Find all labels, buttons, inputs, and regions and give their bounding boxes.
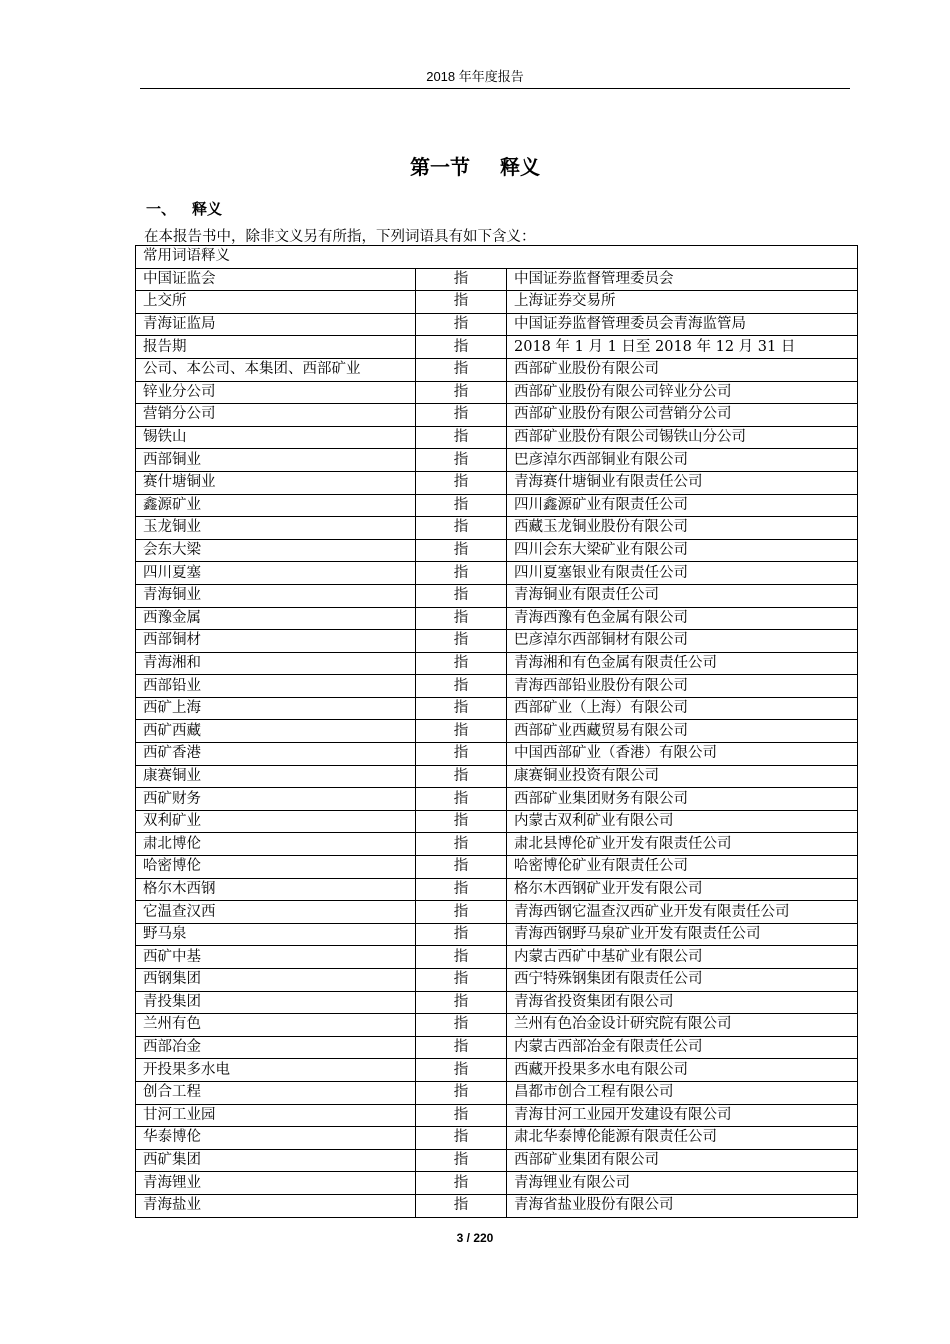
term-cell: 康赛铜业 [136,765,416,788]
term-cell: 营销分公司 [136,404,416,427]
meaning-cell: 青海省盐业股份有限公司 [507,1194,858,1217]
meaning-cell: 西部矿业集团财务有限公司 [507,788,858,811]
table-row [136,494,858,517]
relation-cell: 指 [416,788,507,811]
meaning-cell: 青海锂业有限公司 [507,1172,858,1195]
table-row [136,336,858,359]
meaning-cell: 中国西部矿业（香港）有限公司 [507,743,858,766]
term-cell: 格尔木西钢 [136,878,416,901]
table-row [136,517,858,540]
relation-cell: 指 [416,878,507,901]
relation-cell: 指 [416,1014,507,1037]
relation-cell: 指 [416,630,507,653]
term-cell: 青海锂业 [136,1172,416,1195]
table-row [136,358,858,381]
meaning-cell: 西宁特殊钢集团有限责任公司 [507,969,858,992]
meaning-cell: 内蒙古西部冶金有限责任公司 [507,1036,858,1059]
relation-cell: 指 [416,404,507,427]
relation-cell: 指 [416,743,507,766]
relation-cell: 指 [416,584,507,607]
term-cell: 中国证监会 [136,268,416,291]
sub-heading [146,198,222,219]
relation-cell: 指 [416,539,507,562]
relation-cell: 指 [416,765,507,788]
table-row [136,313,858,336]
meaning-cell: 西部矿业股份有限公司锌业分公司 [507,381,858,404]
meaning-cell: 格尔木西钢矿业开发有限公司 [507,878,858,901]
term-cell: 青海铜业 [136,584,416,607]
relation-cell: 指 [416,833,507,856]
intro-text: 在本报告书中，除非文义另有所指，下列词语具有如下含义： [144,229,536,245]
term-cell: 它温查汉西 [136,901,416,924]
table-row [136,539,858,562]
term-cell: 上交所 [136,291,416,314]
term-cell: 兰州有色 [136,1014,416,1037]
meaning-cell: 西部矿业股份有限公司营销分公司 [507,404,858,427]
term-cell: 双利矿业 [136,810,416,833]
term-cell: 西矿中基 [136,946,416,969]
term-cell: 开投果多水电 [136,1059,416,1082]
table-row [136,449,858,472]
meaning-cell: 四川夏塞银业有限责任公司 [507,562,858,585]
table-row [136,426,858,449]
term-cell: 青海盐业 [136,1194,416,1217]
relation-cell: 指 [416,313,507,336]
table-row [136,810,858,833]
term-cell: 西矿香港 [136,743,416,766]
sub-heading-title: 释义 [192,200,223,218]
term-cell: 西矿财务 [136,788,416,811]
table-row [136,607,858,630]
table-row [136,1127,858,1150]
meaning-cell: 西藏开投果多水电有限公司 [507,1059,858,1082]
meaning-cell: 昌都市创合工程有限公司 [507,1081,858,1104]
term-cell: 西矿上海 [136,697,416,720]
table-row [136,471,858,494]
term-cell: 西豫金属 [136,607,416,630]
meaning-cell: 中国证券监督管理委员会 [507,268,858,291]
term-cell: 公司、本公司、本集团、西部矿业 [136,358,416,381]
meaning-cell: 西部矿业西藏贸易有限公司 [507,720,858,743]
relation-cell: 指 [416,991,507,1014]
relation-cell: 指 [416,901,507,924]
relation-cell: 指 [416,1127,507,1150]
table-row [136,946,858,969]
meaning-cell: 青海省投资集团有限公司 [507,991,858,1014]
meaning-cell: 青海西豫有色金属有限公司 [507,607,858,630]
table-row [136,268,858,291]
table-row [136,1036,858,1059]
term-cell: 锌业分公司 [136,381,416,404]
table-row [136,1059,858,1082]
term-cell: 西部铅业 [136,675,416,698]
relation-cell: 指 [416,607,507,630]
table-row [136,878,858,901]
meaning-cell: 青海湘和有色金属有限责任公司 [507,652,858,675]
meaning-cell: 青海赛什塘铜业有限责任公司 [507,471,858,494]
table-row [136,1014,858,1037]
table-row [136,1149,858,1172]
relation-cell: 指 [416,946,507,969]
meaning-cell: 青海甘河工业园开发建设有限公司 [507,1104,858,1127]
relation-cell: 指 [416,675,507,698]
relation-cell: 指 [416,1059,507,1082]
table-caption: 常用词语释义 [136,246,858,269]
relation-cell: 指 [416,969,507,992]
relation-cell: 指 [416,1149,507,1172]
table-row [136,1104,858,1127]
meaning-cell: 西藏玉龙铜业股份有限公司 [507,517,858,540]
table-row [136,991,858,1014]
table-row [136,743,858,766]
meaning-cell: 肃北华泰博伦能源有限责任公司 [507,1127,858,1150]
term-cell: 锡铁山 [136,426,416,449]
relation-cell: 指 [416,268,507,291]
table-row [136,788,858,811]
term-cell: 报告期 [136,336,416,359]
term-cell: 青投集团 [136,991,416,1014]
header-rule [140,88,850,89]
table-row [136,584,858,607]
term-cell: 四川夏塞 [136,562,416,585]
table-row [136,562,858,585]
meaning-cell: 青海铜业有限责任公司 [507,584,858,607]
meaning-cell: 青海西部铅业股份有限公司 [507,675,858,698]
relation-cell: 指 [416,517,507,540]
table-row [136,1172,858,1195]
relation-cell: 指 [416,381,507,404]
term-cell: 野马泉 [136,923,416,946]
meaning-cell: 内蒙古西矿中基矿业有限公司 [507,946,858,969]
section-title [0,151,950,180]
meaning-cell: 四川会东大梁矿业有限公司 [507,539,858,562]
meaning-cell: 康赛铜业投资有限公司 [507,765,858,788]
page-header: 2018 年年度报告 [426,69,524,84]
relation-cell: 指 [416,856,507,879]
table-row [136,923,858,946]
table-row [136,1194,858,1217]
relation-cell: 指 [416,652,507,675]
page-number: 3 / 220 [456,1231,494,1245]
meaning-cell: 西部矿业（上海）有限公司 [507,697,858,720]
relation-cell: 指 [416,494,507,517]
meaning-cell: 四川鑫源矿业有限责任公司 [507,494,858,517]
table-row [136,1081,858,1104]
section-name: 释义 [500,155,540,179]
section-number: 第一节 [410,155,470,179]
meaning-cell: 巴彦淖尔西部铜材有限公司 [507,630,858,653]
term-cell: 西部铜业 [136,449,416,472]
term-cell: 西钢集团 [136,969,416,992]
table-row [136,720,858,743]
term-cell: 青海证监局 [136,313,416,336]
relation-cell: 指 [416,471,507,494]
relation-cell: 指 [416,336,507,359]
table-row [136,652,858,675]
meaning-cell: 青海西钢它温查汉西矿业开发有限责任公司 [507,901,858,924]
relation-cell: 指 [416,291,507,314]
table-row [136,856,858,879]
relation-cell: 指 [416,426,507,449]
table-row [136,765,858,788]
definitions-table [135,245,858,1218]
table-row [136,675,858,698]
table-caption-row [136,246,858,269]
term-cell: 创合工程 [136,1081,416,1104]
table-row [136,697,858,720]
table-row [136,969,858,992]
meaning-cell: 肃北县博伦矿业开发有限责任公司 [507,833,858,856]
table-row [136,381,858,404]
table-row [136,404,858,427]
relation-cell: 指 [416,923,507,946]
term-cell: 西矿西藏 [136,720,416,743]
meaning-cell: 西部矿业股份有限公司锡铁山分公司 [507,426,858,449]
meaning-cell: 中国证券监督管理委员会青海监管局 [507,313,858,336]
meaning-cell: 青海西钢野马泉矿业开发有限责任公司 [507,923,858,946]
term-cell: 玉龙铜业 [136,517,416,540]
relation-cell: 指 [416,562,507,585]
term-cell: 哈密博伦 [136,856,416,879]
term-cell: 西部冶金 [136,1036,416,1059]
table-row [136,630,858,653]
sub-heading-number: 一、 [146,200,177,218]
relation-cell: 指 [416,697,507,720]
relation-cell: 指 [416,449,507,472]
term-cell: 甘河工业园 [136,1104,416,1127]
term-cell: 肃北博伦 [136,833,416,856]
relation-cell: 指 [416,1036,507,1059]
relation-cell: 指 [416,1194,507,1217]
table-row [136,291,858,314]
term-cell: 鑫源矿业 [136,494,416,517]
table-row [136,901,858,924]
relation-cell: 指 [416,1172,507,1195]
meaning-cell: 西部矿业集团有限公司 [507,1149,858,1172]
relation-cell: 指 [416,810,507,833]
meaning-cell: 巴彦淖尔西部铜业有限公司 [507,449,858,472]
term-cell: 会东大梁 [136,539,416,562]
table-row [136,833,858,856]
meaning-cell: 西部矿业股份有限公司 [507,358,858,381]
meaning-cell: 上海证券交易所 [507,291,858,314]
term-cell: 赛什塘铜业 [136,471,416,494]
relation-cell: 指 [416,1104,507,1127]
meaning-cell: 内蒙古双利矿业有限公司 [507,810,858,833]
meaning-cell: 哈密博伦矿业有限责任公司 [507,856,858,879]
relation-cell: 指 [416,1081,507,1104]
meaning-cell: 兰州有色冶金设计研究院有限公司 [507,1014,858,1037]
term-cell: 青海湘和 [136,652,416,675]
term-cell: 华泰博伦 [136,1127,416,1150]
relation-cell: 指 [416,358,507,381]
term-cell: 西部铜材 [136,630,416,653]
meaning-cell: 2018 年 1 月 1 日至 2018 年 12 月 31 日 [507,336,858,359]
term-cell: 西矿集团 [136,1149,416,1172]
relation-cell: 指 [416,720,507,743]
